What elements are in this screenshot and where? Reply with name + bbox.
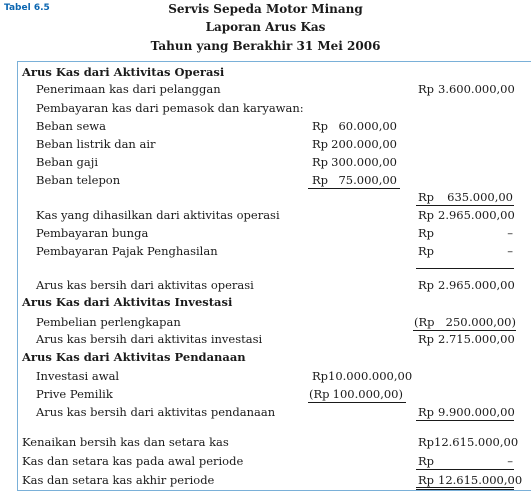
row-amount: –	[507, 244, 513, 258]
table-row	[0, 453, 531, 469]
row-currency: Rp	[418, 454, 435, 468]
row-label: Arus kas bersih dari aktivitas pendanaan	[36, 405, 276, 419]
subtotal-underline	[416, 469, 514, 470]
row-label: Pembayaran Pajak Penghasilan	[36, 244, 218, 258]
table-row	[0, 472, 531, 488]
total-double-underline-top	[416, 487, 514, 488]
row-amount: 75.000,00	[338, 173, 397, 187]
subtotal-underline	[416, 420, 514, 421]
bottom-rule	[17, 490, 531, 491]
row-label: Penerimaan kas dari pelanggan	[36, 82, 221, 96]
table-row	[0, 277, 531, 293]
row-label: Arus kas bersih dari aktivitas operasi	[36, 278, 254, 292]
row-amount: 2.715.000,00	[438, 332, 515, 346]
row-amount: 60.000,00	[338, 119, 397, 133]
row-label: Beban sewa	[36, 119, 106, 133]
row-amount: 635.000,00	[447, 190, 513, 204]
row-currency: (Rp	[309, 387, 330, 401]
table-row	[0, 136, 531, 152]
row-label: Beban telepon	[36, 173, 121, 187]
total-double-underline-bottom	[416, 489, 514, 490]
report-title: Laporan Arus Kas	[205, 20, 326, 34]
table-row	[0, 189, 531, 205]
table-row	[0, 314, 531, 330]
row-amount: 12.615.000,00	[438, 473, 523, 487]
row-currency: Rp	[312, 119, 329, 133]
top-rule	[17, 61, 531, 62]
subtotal-underline	[416, 268, 514, 269]
section-heading-investasi	[0, 294, 531, 310]
row-currency: Rp	[312, 155, 329, 169]
table-row	[0, 386, 531, 402]
row-label: Arus Kas dari Aktivitas Operasi	[22, 65, 225, 79]
row-label: Kas dan setara kas akhir periode	[22, 473, 215, 487]
row-currency: Rp	[312, 173, 329, 187]
table-row	[0, 434, 531, 450]
row-label: Investasi awal	[36, 369, 120, 383]
row-amount: –	[507, 454, 513, 468]
table-row	[0, 207, 531, 223]
row-currency: Rp	[418, 244, 435, 258]
subtotal-underline	[308, 402, 406, 403]
row-amount: 9.900.000,00	[438, 405, 515, 419]
row-label: Arus Kas dari Aktivitas Pendanaan	[22, 350, 246, 364]
row-currency: Rp	[312, 137, 329, 151]
row-label: Arus Kas dari Aktivitas Investasi	[22, 295, 233, 309]
company-name: Servis Sepeda Motor Minang	[168, 2, 363, 16]
table-row	[0, 225, 531, 241]
table-row	[0, 243, 531, 259]
table-row	[0, 81, 531, 97]
table-label: Tabel 6.5	[4, 3, 50, 13]
row-currency: Rp10.000.000,00	[312, 369, 413, 383]
table-row	[0, 172, 531, 188]
row-amount: –	[507, 226, 513, 240]
row-label: Kas yang dihasilkan dari aktivitas operasi	[36, 208, 280, 222]
section-heading-operasi	[0, 64, 531, 80]
row-label: Kas dan setara kas pada awal periode	[22, 454, 244, 468]
section-heading-pendanaan	[0, 349, 531, 365]
row-label: Pembayaran kas dari pemasok dan karyawan:	[36, 101, 304, 115]
row-currency: Rp	[418, 473, 435, 487]
row-currency: Rp12.615.000,00	[418, 435, 519, 449]
table-row	[0, 368, 531, 384]
row-amount: 300.000,00	[331, 155, 397, 169]
row-currency: Rp	[418, 332, 435, 346]
row-label: Arus kas bersih dari aktivitas investasi	[36, 332, 263, 346]
subtotal-underline	[416, 205, 514, 206]
row-currency: Rp	[418, 190, 435, 204]
row-label: Prive Pemilik	[36, 387, 113, 401]
row-label: Pembelian perlengkapan	[36, 315, 181, 329]
row-label: Kenaikan bersih kas dan setara kas	[22, 435, 229, 449]
row-amount: 100.000,00)	[332, 387, 403, 401]
row-amount: 2.965.000,00	[438, 278, 515, 292]
table-row	[0, 154, 531, 170]
row-amount: 3.600.000,00	[438, 82, 515, 96]
row-currency: Rp	[418, 208, 435, 222]
row-label: Beban gaji	[36, 155, 98, 169]
row-currency: Rp	[418, 82, 435, 96]
table-row	[0, 100, 531, 116]
report-period: Tahun yang Berakhir 31 Mei 2006	[150, 39, 381, 53]
row-currency: Rp	[418, 405, 435, 419]
row-currency: Rp	[418, 278, 435, 292]
row-amount: 250.000,00)	[445, 315, 516, 329]
row-amount: 200.000,00	[331, 137, 397, 151]
table-row	[0, 404, 531, 420]
row-currency: Rp	[418, 226, 435, 240]
row-label: Beban listrik dan air	[36, 137, 156, 151]
table-row	[0, 118, 531, 134]
row-label: Pembayaran bunga	[36, 226, 149, 240]
row-currency: (Rp	[414, 315, 435, 329]
row-amount: 2.965.000,00	[438, 208, 515, 222]
table-row	[0, 331, 531, 347]
